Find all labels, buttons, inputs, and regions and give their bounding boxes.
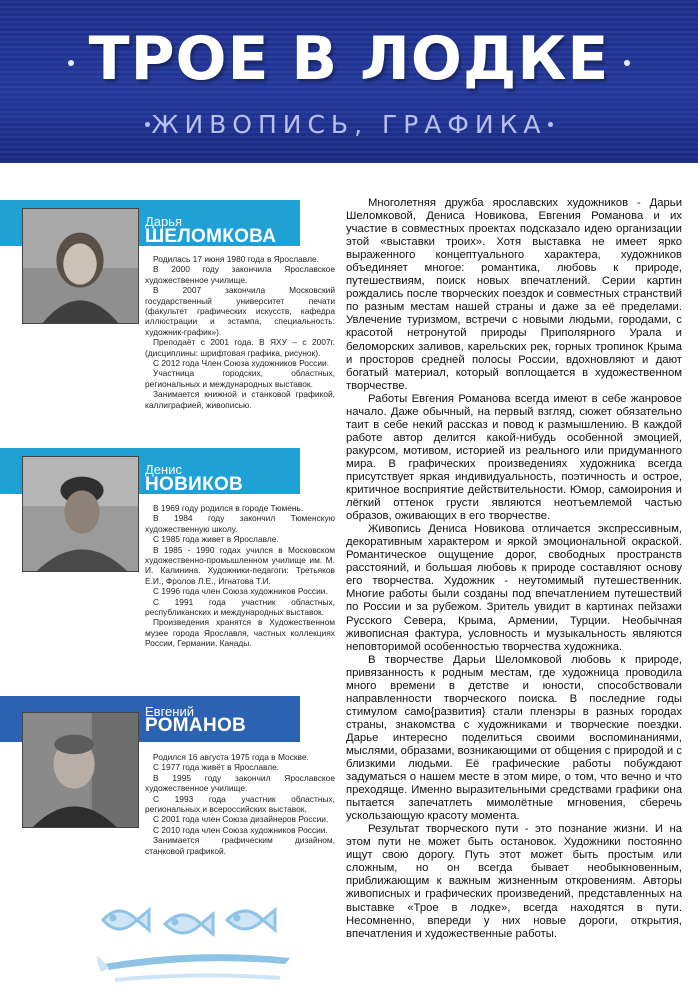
artist-first-name: Денис — [145, 462, 182, 477]
brush-icon — [97, 954, 290, 972]
fish-icon — [165, 914, 213, 934]
bio-line: Участница городских, областных, региональных и международных выставок. — [145, 368, 335, 389]
page-subtitle: ЖИВОПИСЬ, ГРАФИКА — [151, 110, 547, 139]
article-paragraph: Живопись Дениса Новикова отличается экспрессивным, декоративным характером и яркой эмоциональной окраской. Романтическое ощущение дорог, свободных пространств расстояний, и большая любовь к природе составляют основу его творчества. Художник - неутомимый путешественник. Многие работы были созданы под впечатлением путешествий по России и за рубежом. Зритель увидит в картинах пейзажи Русского Севера, Крыма, Армении, Турции. Необычная живописная фактура, условность и музыкальность являются неповторимой особенностью творчества художника. — [346, 523, 682, 653]
bio-line: В 1995 году закончил Ярославское художественное училище. — [145, 772, 335, 794]
bio-line: Произведения хранятся в Художественном музее города Ярославля, частных коллекциях России, Германии, Канады. — [145, 617, 335, 649]
bio-line: С 1985 года живет в Ярославле. — [153, 534, 279, 545]
artist-last-name: ШЕЛОМКОВА — [145, 226, 277, 247]
bio-line: Преподаёт с 2001 года. В ЯХУ – с 2007г. (дисциплины: шрифтовая графика, рисунок). — [145, 337, 335, 358]
bio-line: Занимается книжной и станковой графикой, каллиграфией, живописью. — [145, 389, 335, 410]
bio-line: Родился 16 августа 1975 года в Москве. — [153, 752, 309, 762]
title-dot-right — [624, 60, 630, 66]
bio-line: С 2001 года член Союза дизайнеров России. — [153, 814, 329, 825]
header-banner — [0, 0, 698, 163]
portrait-icon — [23, 713, 138, 827]
article-paragraph: Результат творческого пути - это познание жизни. И на этом пути не может быть остановок. Художники постоянно ищут свою дорогу. Путь этот может быть простым или сложным, но он всегда бывает необыкновенным, приближающим к важным жизненным откровениям. Авторы живописных и графических произведений, представленных на выставке «Трое в лодке», всегда находятся в пути. Несомненно, впереди у них новые дороги, открытия, впечатления и художественные работы. — [346, 823, 682, 940]
artist-photo — [22, 712, 139, 828]
artist-first-name: Дарья — [145, 214, 183, 229]
artist-photo — [22, 456, 139, 572]
bio-line: В 1985 - 1990 годах учился в Московском художественно-промышленном училище им. М. И. Калинина. Художники-педагоги: Третьяков Е.И., Фролов Л.Е., Игнатова Т.И. — [145, 544, 335, 586]
portrait-icon — [23, 209, 138, 323]
exhibition-article — [346, 197, 682, 941]
article-paragraph: Работы Евгения Романова всегда имеют в себе жанровое начало. Даже обычный, на первый взгляд, сюжет обязательно таит в себе некий рассказ и повод к размышлению. В каждой работе автор делится какой-нибудь особенной эмоцией, ракурсом, мотивом, историей из реального или придуманного мира. В графических произведениях художника всегда присутствует яркая индивидуальность, поэтичность и острое, критичное восприятие действительности. Юмор, самоирония и лёгкий оттенок грусти являются неотъемлемой частью образов, оживающих в его творчестве. — [346, 392, 682, 523]
artist-bio — [145, 254, 335, 410]
bio-line: В 2007 закончила Московский государственный университет печати (факультет графических искусств, кафедра иллюстрации и эстампа, специальность: художник-график»). — [145, 285, 335, 337]
artist-last-name: РОМАНОВ — [145, 715, 247, 736]
portrait-icon — [23, 457, 138, 571]
fish-icon — [103, 910, 149, 930]
artist-bio — [145, 752, 335, 856]
bio-line: С 2010 года член Союза художников России. — [153, 824, 328, 835]
subtitle-dot-right — [548, 122, 553, 127]
bio-line: В 1969 году родился в городе Тюмень. — [153, 503, 304, 513]
bio-line: Занимается графическим дизайном, станковой графикой. — [145, 835, 335, 856]
artist-first-name: Евгений — [145, 704, 194, 719]
bio-line: С 2012 года Член Союза художников России. — [153, 358, 330, 369]
fish-icon — [227, 910, 275, 930]
artist-bio — [145, 503, 335, 649]
bio-line: С 1991 года участник областных, республиканских и международных выставок. — [145, 596, 335, 618]
page-title: ТРОЕ В ЛОДКЕ — [88, 24, 610, 94]
bio-line: В 1984 году закончил Тюменскую художественную школу. — [145, 513, 335, 534]
article-paragraph: Многолетняя дружба ярославских художников - Дарьи Шеломковой, Дениса Новикова, Евгения Романова и их участие в совместных проектах подсказало идею организации этой «выставки троих». Хотя выставка не имеет ярко выраженного концептуального характера, художников объединяет многое: романтика, любовь к природе, путешествиям, поиск новых впечатлений. Серии картин рождались после творческих поездок и совместных странствий по разным местам нашей страны и даже за её пределами. Увлечение туризмом, встречи с новыми людьми, городами, с красотой нетронутой природы Приполярного Урала и беломорских заливов, карельских рек, горных тропинок Крыма и просторов средней полосы России, вдохновляют и дают богатый материал, который воплощается в художественном творчестве. — [346, 197, 682, 392]
article-paragraph: В творчестве Дарьи Шеломковой любовь к природе, привязанность к родным местам, где художница проводила много времени в детстве и юности, способствовали направленности творческого поиска. В последние годы стимулом само{развития} стали пленэры в разных городах страны, знакомства с художниками и творческие поездки. Дарье интересно поделиться своими воспоминаниями, мыслями, образами, возникающими от общения с природой и с близкими людьми. Её графические работы побуждают задуматься о нашем месте в этом мире, о том, что вечно и что преходяще. Именно выразительными средствами графики она пытается запечатлеть мимолётные мгновения, сберечь ускользающую красоту момента. — [346, 653, 682, 823]
bio-line: С 1993 года участник областных, региональных и всероссийских выставок. — [145, 793, 335, 815]
wave-line — [115, 975, 280, 980]
bio-line: В 2000 году закончила Ярославское художественное училище. — [145, 264, 335, 285]
bio-line: Родилась 17 июня 1980 года в Ярославле. — [153, 254, 319, 264]
bio-line: С 1996 года член Союза художников России. — [153, 586, 328, 597]
bio-line: С 1977 года живёт в Ярославле. — [153, 762, 280, 773]
artist-last-name: НОВИКОВ — [145, 474, 244, 495]
artist-photo — [22, 208, 139, 324]
fish-boat-logo — [95, 898, 300, 993]
